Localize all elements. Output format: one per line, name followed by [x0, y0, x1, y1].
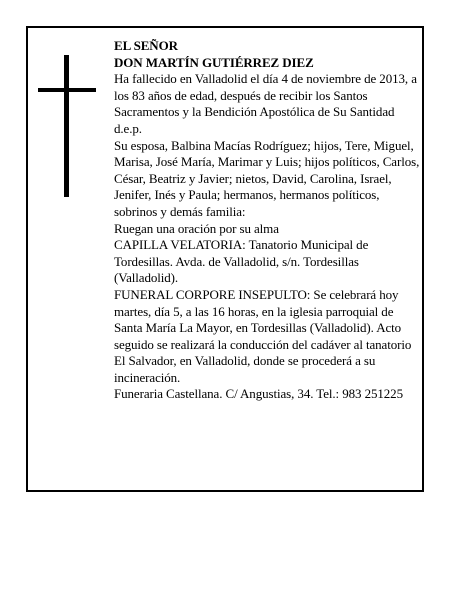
funeral-home-info: Funeraria Castellana. C/ Angustias, 34. Tel.: 983 251225: [114, 386, 403, 402]
prayer-request: Ruegan una oración por su alma: [114, 220, 279, 236]
death-statement: Ha fallecido en Valladolid el día 4 de noviembre de 2013, a los 83 años de edad, después de recibir los Santos Sacramentos y la Bendición Apostólica de Su Santidad: [114, 71, 417, 120]
dep-abbreviation: d.e.p.: [114, 120, 142, 136]
family-list: Su esposa, Balbina Macías Rodríguez; hijos, Tere, Miguel, Marisa, José María, Marimar y Luis; hijos políticos, Carlos, César, Beatriz y Javier; nietos, David, Carolina, Israel, Jenifer, Inés y Paula; hermanos, hermanos políticos, sobrinos y demás familia:: [114, 137, 420, 219]
notice-title: EL SEÑOR: [114, 38, 178, 53]
notice-text-block: [114, 38, 420, 403]
cross-vertical-bar: [64, 55, 69, 197]
cross-icon: [38, 55, 96, 197]
funeral-info: FUNERAL CORPORE INSEPULTO: Se celebrará hoy martes, día 5, a las 16 horas, en la iglesia parroquial de Santa María La Mayor, en Tordesillas (Valladolid). Acto seguido se realizará la conducción del cadáver al tanatorio El Salvador, en Valladolid, donde se procederá a su incineración.: [114, 286, 412, 385]
deceased-name: DON MARTÍN GUTIÉRREZ DIEZ: [114, 54, 314, 70]
cross-horizontal-bar: [38, 88, 96, 92]
chapel-info: CAPILLA VELATORIA: Tanatorio Municipal de Tordesillas. Avda. de Valladolid, s/n. Tordesillas (Valladolid).: [114, 237, 369, 286]
